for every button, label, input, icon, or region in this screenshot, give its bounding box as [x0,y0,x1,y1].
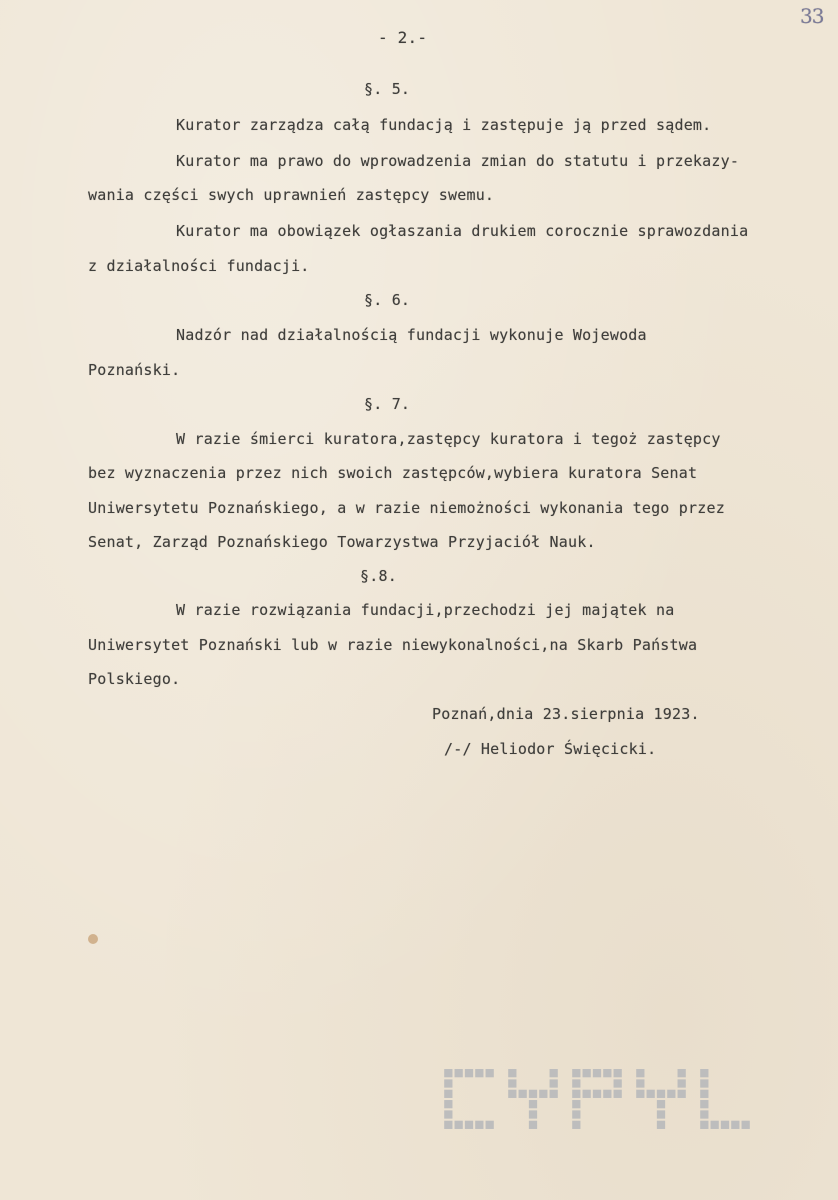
text-line: Poznański. [88,361,181,379]
text-line: z działalności fundacji. [88,257,310,275]
archive-folio-number: 33 [800,4,824,28]
text-line: Uniwersytet Poznański lub w razie niewykonalności,na Skarb Państwa [88,636,698,654]
section-heading-8: §.8. [360,567,397,585]
section-heading-5: §. 5. [364,80,411,98]
text-line: Uniwersytetu Poznańskiego, a w razie niemożności wykonania tego przez [88,499,725,517]
text-line: Polskiego. [88,670,181,688]
text-line: Senat, Zarząd Poznańskiego Towarzystwa Przyjaciół Nauk. [88,533,596,551]
text-line: bez wyznaczenia przez nich swoich zastępców,wybiera kuratora Senat [88,464,698,482]
text-line: Kurator ma prawo do wprowadzenia zmian do statutu i przekazy- [176,152,740,170]
paper-stain [88,934,98,944]
section-heading-7: §. 7. [364,395,411,413]
text-line: W razie rozwiązania fundacji,przechodzi jej majątek na [176,601,675,619]
text-line: Nadzór nad działalnością fundacji wykonuje Wojewoda [176,326,647,344]
place-and-date: Poznań,dnia 23.sierpnia 1923. [432,705,700,723]
page-number: - 2.- [378,28,428,47]
text-line: W razie śmierci kuratora,zastępcy kuratora i tegoż zastępcy [176,430,721,448]
text-line: Kurator zarządza całą fundacją i zastępuje ją przed sądem. [176,116,712,134]
text-line: Kurator ma obowiązek ogłaszania drukiem corocznie sprawozdania [176,222,749,240]
cyryl-watermark-logo [443,1068,767,1130]
text-line: wania części swych uprawnień zastępcy swemu. [88,186,495,204]
signature-line: /-/ Heliodor Święcicki. [444,740,657,758]
section-heading-6: §. 6. [364,291,411,309]
